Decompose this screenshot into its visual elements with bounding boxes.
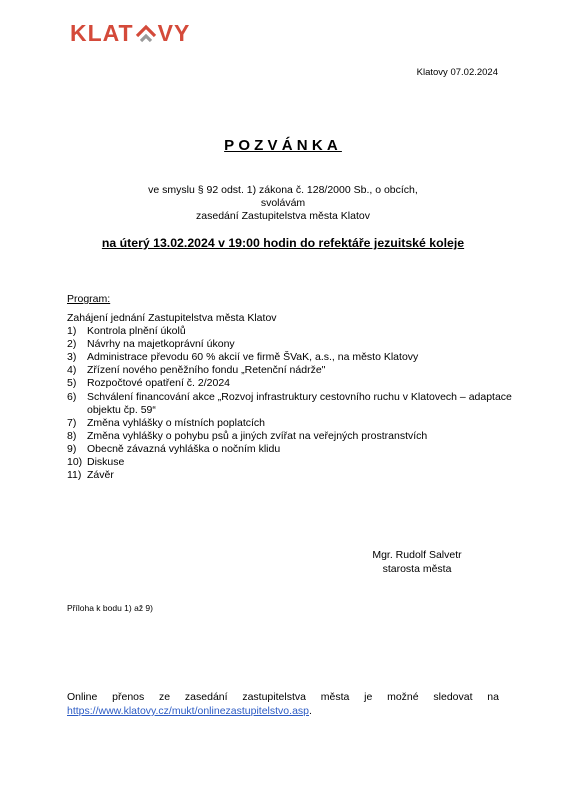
program-item: 8) Změna vyhlášky o pohybu psů a jiných zvířat na veřejných prostranstvích (67, 429, 428, 442)
program-item: 6) Schválení financování akce „Rozvoj infrastruktury cestovního ruchu v Klatovech – adaptace objektu čp. 59“ (67, 390, 512, 416)
online-stream-text: Online přenos ze zasedání zastupitelstva města je možné sledovat na (67, 691, 499, 703)
program-item: 3) Administrace převodu 60 % akcií ve firmě ŠVaK, a.s., na město Klatovy (67, 351, 419, 364)
program-heading: Program: (67, 293, 111, 305)
signature-block (362, 548, 472, 576)
program-list (67, 312, 512, 482)
document-date: Klatovy 07.02.2024 (416, 67, 498, 78)
klatovy-logo (70, 20, 190, 46)
program-item: 9) Obecně závazná vyhláška o nočním klidu (67, 442, 281, 455)
intro-block (0, 184, 566, 223)
signatory-name: Mgr. Rudolf Salvetr (372, 549, 462, 561)
program-item: 5) Rozpočtové opatření č. 2/2024 (67, 377, 231, 390)
document-title: POZVÁNKA (224, 137, 342, 154)
program-item: 1) Kontrola plnění úkolů (67, 325, 186, 338)
program-item: 7) Změna vyhlášky o místních poplatcích (67, 416, 265, 429)
program-item: 4) Zřízení nového peněžního fondu „Retenční nádrže" (67, 364, 326, 377)
intro-line-1: ve smyslu § 92 odst. 1) zákona č. 128/2000 Sb., o obcích, (148, 184, 418, 196)
program-item: 10) Diskuse (67, 456, 125, 469)
program-item: 11) Závěr (67, 469, 114, 482)
logo-text-right: VY (157, 20, 191, 46)
meeting-datetime-place: na úterý 13.02.2024 v 19:00 hodin do refektáře jezuitské koleje (101, 236, 465, 250)
logo-chevron-icon (135, 22, 157, 44)
signatory-role: starosta města (382, 563, 452, 575)
program-opening: Zahájení jednání Zastupitelstva města Klatov (67, 312, 277, 324)
logo-text-left: KLAT (70, 20, 134, 46)
online-stream-link[interactable]: https://www.klatovy.cz/mukt/onlinezastupitelstvo.asp (67, 705, 309, 717)
intro-line-2: svolávám (260, 197, 306, 209)
program-item: 2) Návrhy na majetkoprávní úkony (67, 338, 235, 351)
online-stream-note (67, 690, 499, 718)
intro-line-3: zasedání Zastupitelstva města Klatov (196, 210, 370, 222)
online-stream-suffix: . (309, 705, 312, 717)
attachment-note: Příloha k bodu 1) až 9) (67, 603, 153, 613)
